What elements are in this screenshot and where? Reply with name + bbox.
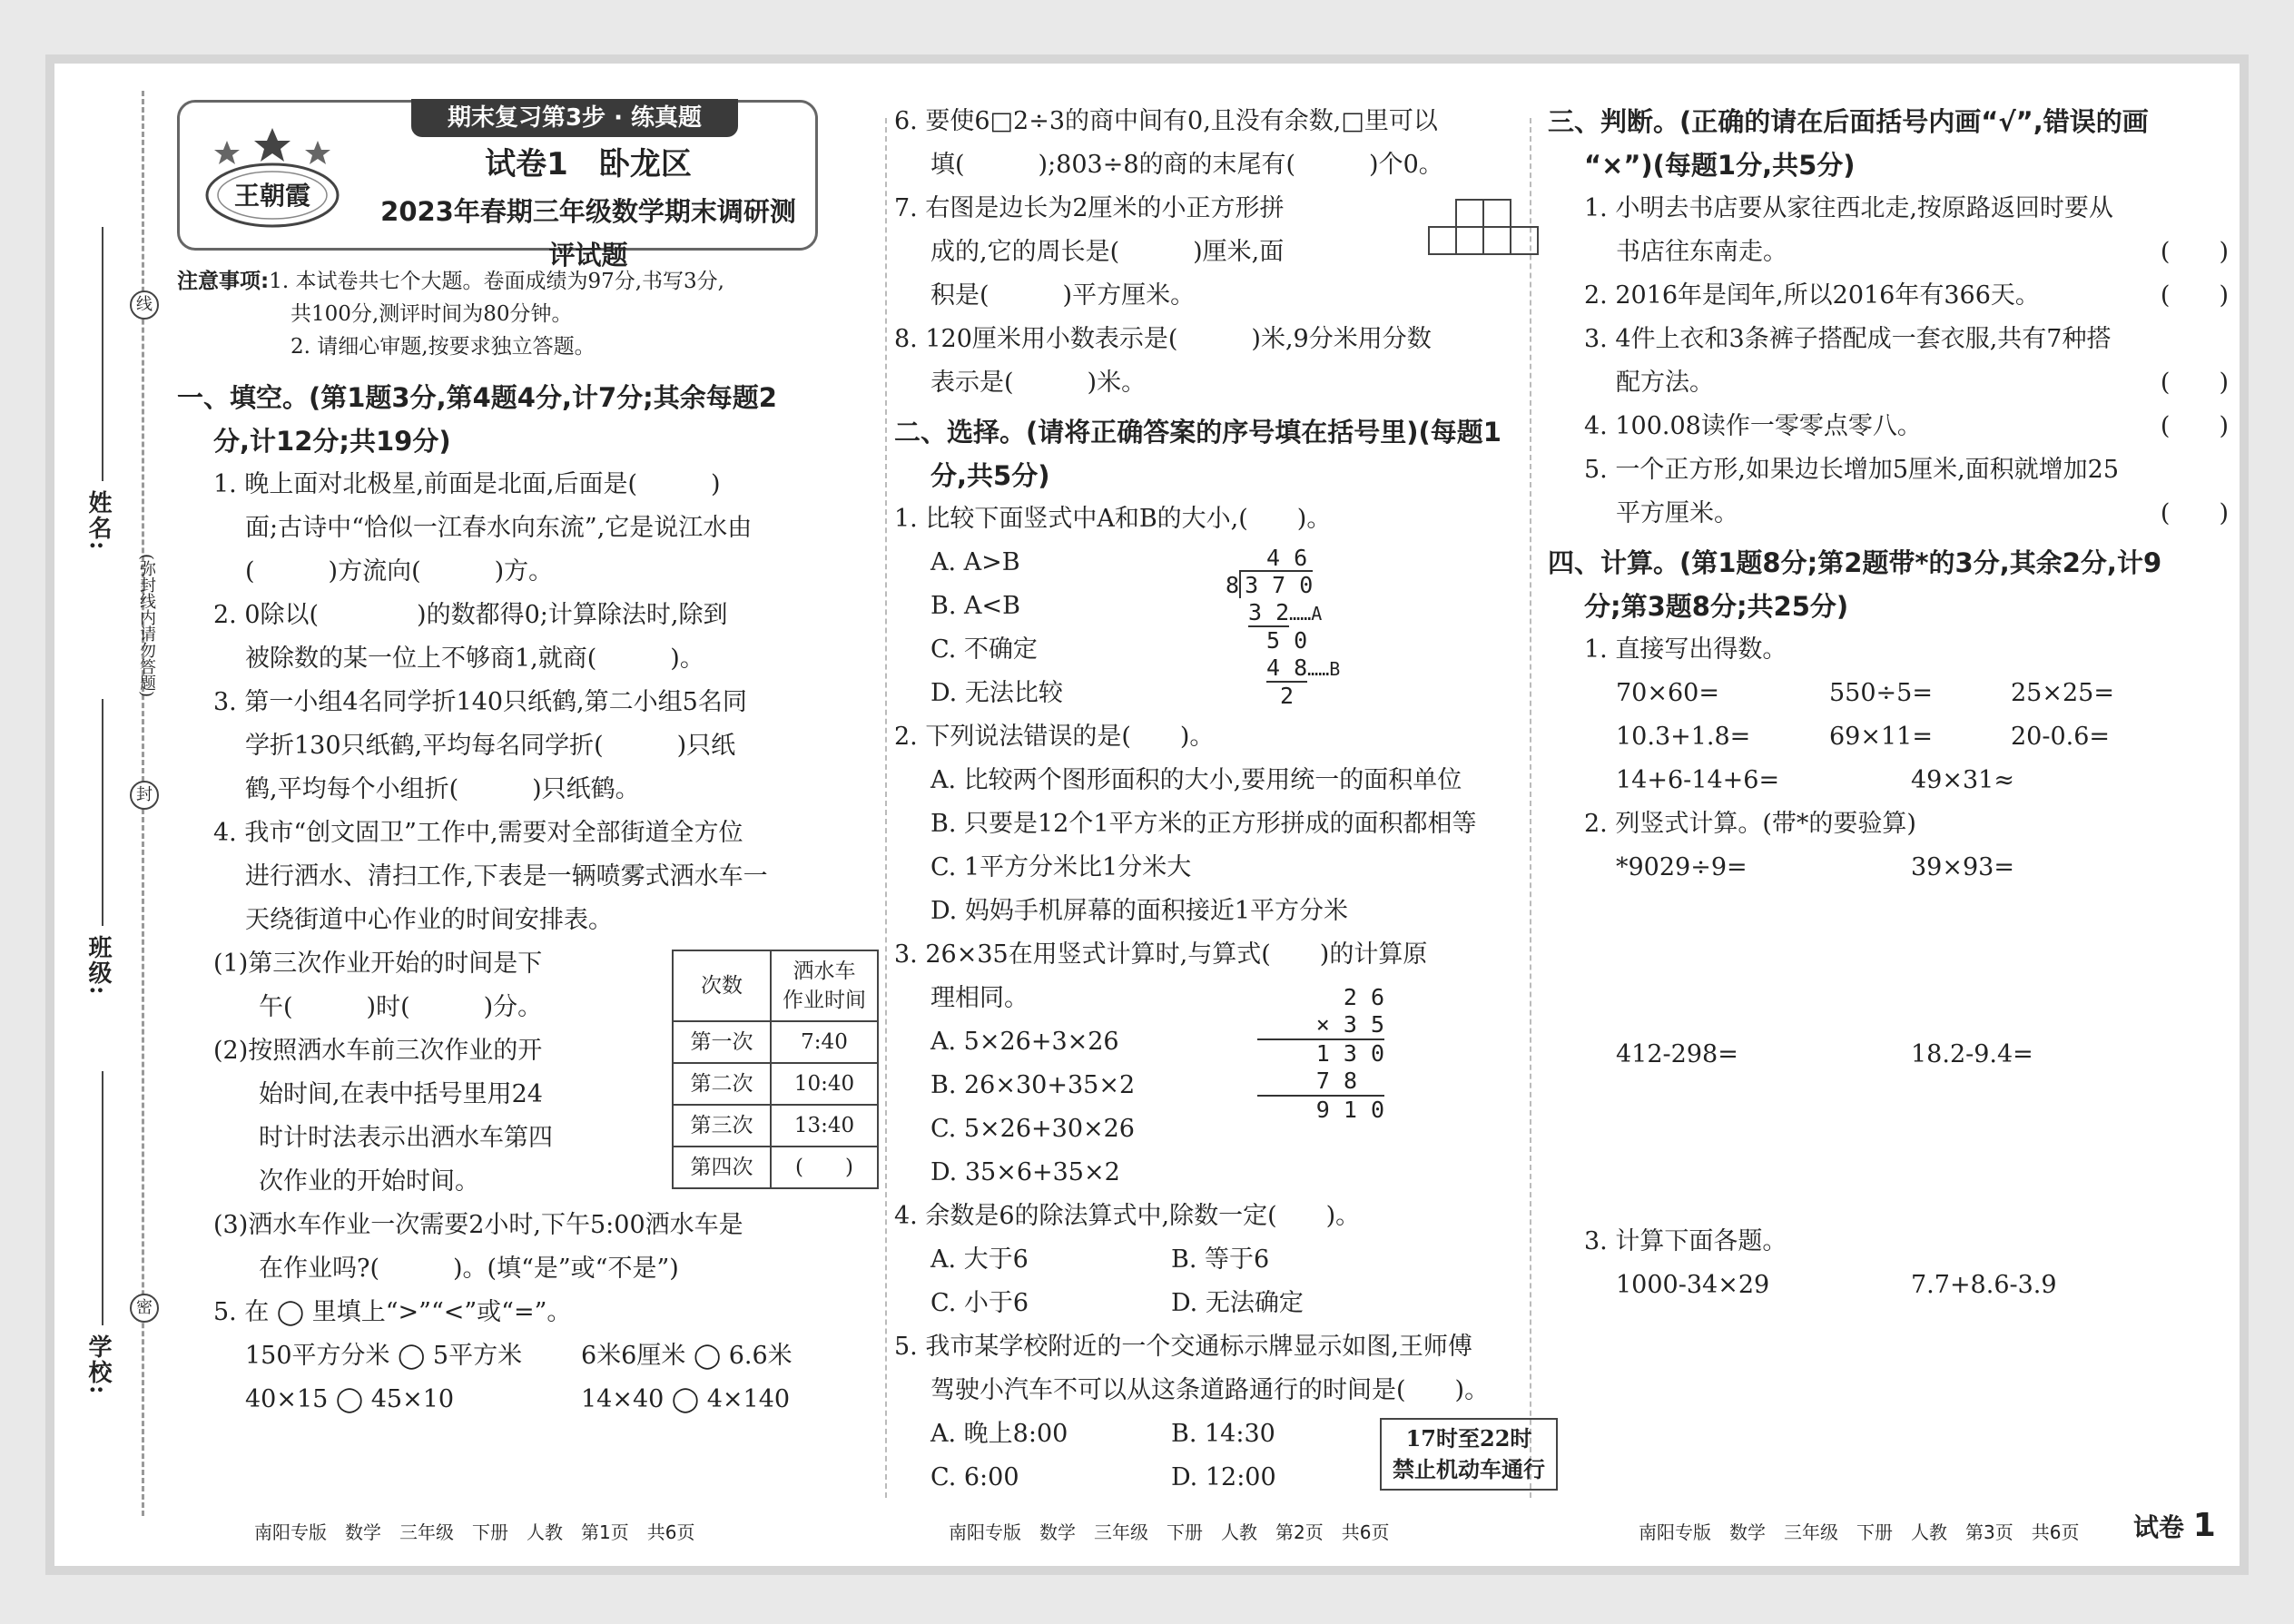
- q4-block: [177, 942, 881, 1179]
- option: C. 1平方分米比1分米大: [930, 853, 1192, 881]
- c5-block: [894, 1412, 1566, 1500]
- exam-title: 试卷1 卧龙区: [485, 146, 692, 182]
- line-mark: 线: [130, 290, 159, 320]
- question: 4. 我市“创文固卫”工作中,需要对全部街道全方位: [213, 819, 743, 847]
- question: 进行洒水、清扫工作,下表是一辆喷雾式洒水车一: [245, 862, 768, 891]
- question: 填( );803÷8的商的末尾有( )个0。: [930, 151, 1443, 179]
- question: 表示是( )米。: [930, 369, 1147, 397]
- judge-item: 书店往东南走。 ( ): [1548, 231, 2238, 274]
- question: 鹤,平均每个小组折( )只纸鹤。: [245, 775, 640, 803]
- review-step-band: 期末复习第3步 · 练真题: [411, 99, 738, 137]
- exam-header: [177, 100, 818, 271]
- exam-paper: [54, 64, 2240, 1566]
- answer-paren[interactable]: ( ): [2160, 499, 2229, 527]
- question: 3. 计算下面各题。: [1584, 1227, 1787, 1255]
- question: 驾驶小汽车不可以从这条道路通行的时间是( )。: [930, 1376, 1490, 1404]
- sub-question: 次作业的开始时间。: [259, 1167, 479, 1196]
- c1-block: [894, 541, 1566, 715]
- question: 理相同。: [930, 984, 1029, 1012]
- judge-item: 配方法。 ( ): [1548, 361, 2238, 405]
- question: 3. 26×35在用竖式计算时,与算式( )的计算原: [894, 940, 1428, 969]
- question: 5. 我市某学校附近的一个交通标示牌显示如图,王师傅: [894, 1333, 1472, 1361]
- sub-question: 午( )时( )分。: [259, 993, 543, 1021]
- judge-item: 平方厘米。 ( ): [1548, 492, 2238, 536]
- page-footer: 南阳专版 数学 三年级 下册 人教 第3页 共6页: [1639, 1521, 2080, 1543]
- sub-question: 始时间,在表中括号里用24: [259, 1080, 543, 1108]
- seal-note: (弥封线内请勿答题): [137, 554, 156, 698]
- class-field[interactable]: [102, 699, 103, 926]
- name-field[interactable]: [102, 227, 103, 481]
- option-row: A. 大于6 B. 等于6: [930, 1245, 1270, 1274]
- seal-mark: 封: [130, 781, 159, 810]
- page-footer: 南阳专版 数学 三年级 下册 人教 第1页 共6页: [254, 1521, 695, 1543]
- question: 成的,它的周长是( )厘米,面: [930, 238, 1285, 266]
- question: ( )方流向( )方。: [245, 557, 554, 586]
- answer-paren[interactable]: ( ): [2160, 369, 2229, 397]
- secret-mark: 密: [130, 1294, 159, 1323]
- judge-item: 1. 小明去书店要从家往西北走,按原路返回时要从: [1584, 194, 2113, 222]
- calc-row: 1000-34×29 7.7+8.6-3.9: [1616, 1271, 2057, 1299]
- note-line: 2. 请细心审题,按要求独立答题。: [290, 335, 596, 359]
- option: A. 5×26+3×26: [930, 1028, 1119, 1056]
- section-4-title: 四、计算。(第1题8分;第2题带*的3分,其余2分,计9: [1548, 547, 2162, 578]
- question: 2. 列竖式计算。(带*的要验算): [1584, 810, 1916, 838]
- table-row: 第二次 10:40: [673, 1063, 878, 1105]
- question: 3. 第一小组4名同学折140只纸鹤,第二小组5名同: [213, 688, 747, 716]
- question: 1. 晚上面对北极星,前面是北面,后面是( ): [213, 470, 721, 498]
- calc-row: *9029÷9= 39×93=: [1616, 853, 2014, 881]
- calc-row: 412-298= 18.2-9.4=: [1616, 1040, 2033, 1068]
- option: C. 5×26+30×26: [930, 1115, 1135, 1143]
- column-1: [177, 100, 881, 1422]
- note-line: 1. 本试卷共七个大题。卷面成绩为97分,书写3分,: [269, 270, 724, 293]
- q7-block: [894, 187, 1566, 318]
- question: 天绕街道中心作业的时间安排表。: [245, 906, 613, 934]
- traffic-sign: 17时至22时 禁止机动车通行: [1380, 1418, 1558, 1491]
- calc-row: 14+6-14+6= 49×31≈: [1616, 766, 2014, 794]
- section-2-title: 二、选择。(请将正确答案的序号填在括号里)(每题1: [894, 417, 1501, 448]
- answer-paren[interactable]: ( ): [2160, 412, 2229, 440]
- question: 6. 要使6□2÷3的商中间有0,且没有余数,□里可以: [894, 107, 1438, 135]
- question: 5. 在 ◯ 里填上“>”“<”或“=”。: [213, 1298, 572, 1326]
- answer-paren[interactable]: ( ): [2160, 238, 2229, 266]
- question: 2. 下列说法错误的是( )。: [894, 723, 1215, 751]
- binding-margin: [54, 64, 154, 1566]
- notes: [177, 265, 881, 363]
- page-footer: 南阳专版 数学 三年级 下册 人教 第2页 共6页: [949, 1521, 1390, 1543]
- sub-question: (3)洒水车作业一次需要2小时,下午5:00洒水车是: [213, 1211, 743, 1239]
- school-field[interactable]: [102, 1071, 103, 1325]
- vertical-multiplication: 2 6 × 3 5 1 3 0 7 8 9 1 0: [1257, 984, 1384, 1124]
- question: 学折130只纸鹤,平均每名同学折( )只纸: [245, 732, 736, 760]
- work-space[interactable]: [1548, 1077, 2238, 1220]
- svg-text:王朝霞: 王朝霞: [233, 181, 311, 211]
- question: 被除数的某一位上不够商1,就商( )。: [245, 645, 704, 673]
- sub-question: (2)按照洒水车前三次作业的开: [213, 1037, 543, 1065]
- option: A. 比较两个图形面积的大小,要用统一的面积单位: [930, 766, 1462, 794]
- section-4-title: 分;第3题8分;共25分): [1584, 591, 1849, 622]
- answer-paren[interactable]: ( ): [2160, 281, 2229, 310]
- question: 积是( )平方厘米。: [930, 281, 1196, 310]
- class-label: 班级:: [84, 935, 112, 997]
- table-row: 第一次 7:40: [673, 1021, 878, 1063]
- section-3-title: “×”)(每题1分,共5分): [1584, 150, 1856, 181]
- judge-item: 5. 一个正方形,如果边长增加5厘米,面积就增加25: [1584, 456, 2120, 484]
- question: 1. 比较下面竖式中A和B的大小,( )。: [894, 505, 1332, 533]
- school-label: 学校:: [84, 1334, 112, 1396]
- option: A. A>B: [930, 548, 1020, 576]
- option: D. 妈妈手机屏幕的面积接近1平方分米: [930, 897, 1349, 925]
- calc-row: 10.3+1.8= 69×11= 20-0.6=: [1616, 723, 2111, 751]
- square-figure: [1425, 196, 1548, 264]
- sub-question: (1)第三次作业开始的时间是下: [213, 950, 543, 978]
- option: D. 35×6+35×2: [930, 1158, 1120, 1186]
- long-division: 4 6 8 3 7 0 3 2……A 5 0 4 8……B 2: [1226, 545, 1341, 709]
- option: B. A<B: [930, 592, 1020, 620]
- question: 4. 余数是6的除法算式中,除数一定( )。: [894, 1202, 1361, 1230]
- section-1-title: 分,计12分;共19分): [213, 426, 451, 457]
- question: 2. 0除以( )的数都得0;计算除法时,除到: [213, 601, 728, 629]
- section-1-title: 一、填空。(第1题3分,第4题4分,计7分;其余每题2: [177, 382, 777, 413]
- judge-item: 2. 2016年是闰年,所以2016年有366天。 ( ): [1548, 274, 2238, 318]
- table-row: 第四次 ( ): [673, 1147, 878, 1188]
- option: B. 只要是12个1平方米的正方形拼成的面积都相等: [930, 810, 1477, 838]
- column-2: [894, 100, 1566, 1500]
- sub-question: 时计时法表示出洒水车第四: [259, 1124, 553, 1152]
- section-2-title: 分,共5分): [930, 460, 1050, 491]
- column-3: [1548, 100, 2238, 1307]
- option: D. 无法比较: [930, 679, 1063, 707]
- table-header: 次数: [673, 950, 771, 1021]
- option-row: A. 晚上8:00 B. 14:30: [930, 1420, 1275, 1448]
- paper-badge: 试卷 1: [2133, 1507, 2216, 1544]
- option: B. 26×30+35×2: [930, 1071, 1136, 1099]
- question: 8. 120厘米用小数表示是( )米,9分米用分数: [894, 325, 1432, 353]
- option-row: C. 6:00 D. 12:00: [930, 1463, 1276, 1491]
- judge-item: 3. 4件上衣和3条裤子搭配成一套衣服,共有7种搭: [1584, 325, 2112, 353]
- calc-row: 70×60= 550÷5= 25×25=: [1616, 679, 2114, 707]
- notes-label: 注意事项:: [177, 270, 270, 293]
- wangzhaoxia-logo: [191, 121, 354, 234]
- judge-item: 4. 100.08读作一零零点零八。 ( ): [1548, 405, 2238, 448]
- sprinkler-schedule-table: [672, 950, 879, 1189]
- note-line: 共100分,测评时间为80分钟。: [290, 302, 573, 326]
- name-label: 姓名:: [84, 490, 112, 552]
- question: 7. 右图是边长为2厘米的小正方形拼: [894, 194, 1285, 222]
- option-row: C. 小于6 D. 无法确定: [930, 1289, 1304, 1317]
- table-header: 洒水车: [793, 960, 856, 983]
- question: 1. 直接写出得数。: [1584, 635, 1787, 664]
- table-header: 作业时间: [783, 989, 866, 1012]
- section-3-title: 三、判断。(正确的请在后面括号内画“√”,错误的画: [1548, 106, 2149, 137]
- option: C. 不确定: [930, 635, 1038, 664]
- table-row: 第三次 13:40: [673, 1105, 878, 1147]
- column-divider: [885, 118, 887, 1498]
- compare-row: 40×15 ◯ 45×10 14×40 ◯ 4×140: [245, 1385, 791, 1413]
- sub-question: 在作业吗?( )。(填“是”或“不是”): [259, 1255, 679, 1283]
- question: 面;古诗中“恰似一江春水向东流”,它是说江水由: [245, 514, 753, 542]
- work-space[interactable]: [1548, 890, 2238, 1033]
- compare-row: 150平方分米 ◯ 5平方米 6米6厘米 ◯ 6.6米: [245, 1342, 793, 1370]
- exam-subtitle: 2023年春期三年级数学期末调研测评试题: [380, 196, 796, 271]
